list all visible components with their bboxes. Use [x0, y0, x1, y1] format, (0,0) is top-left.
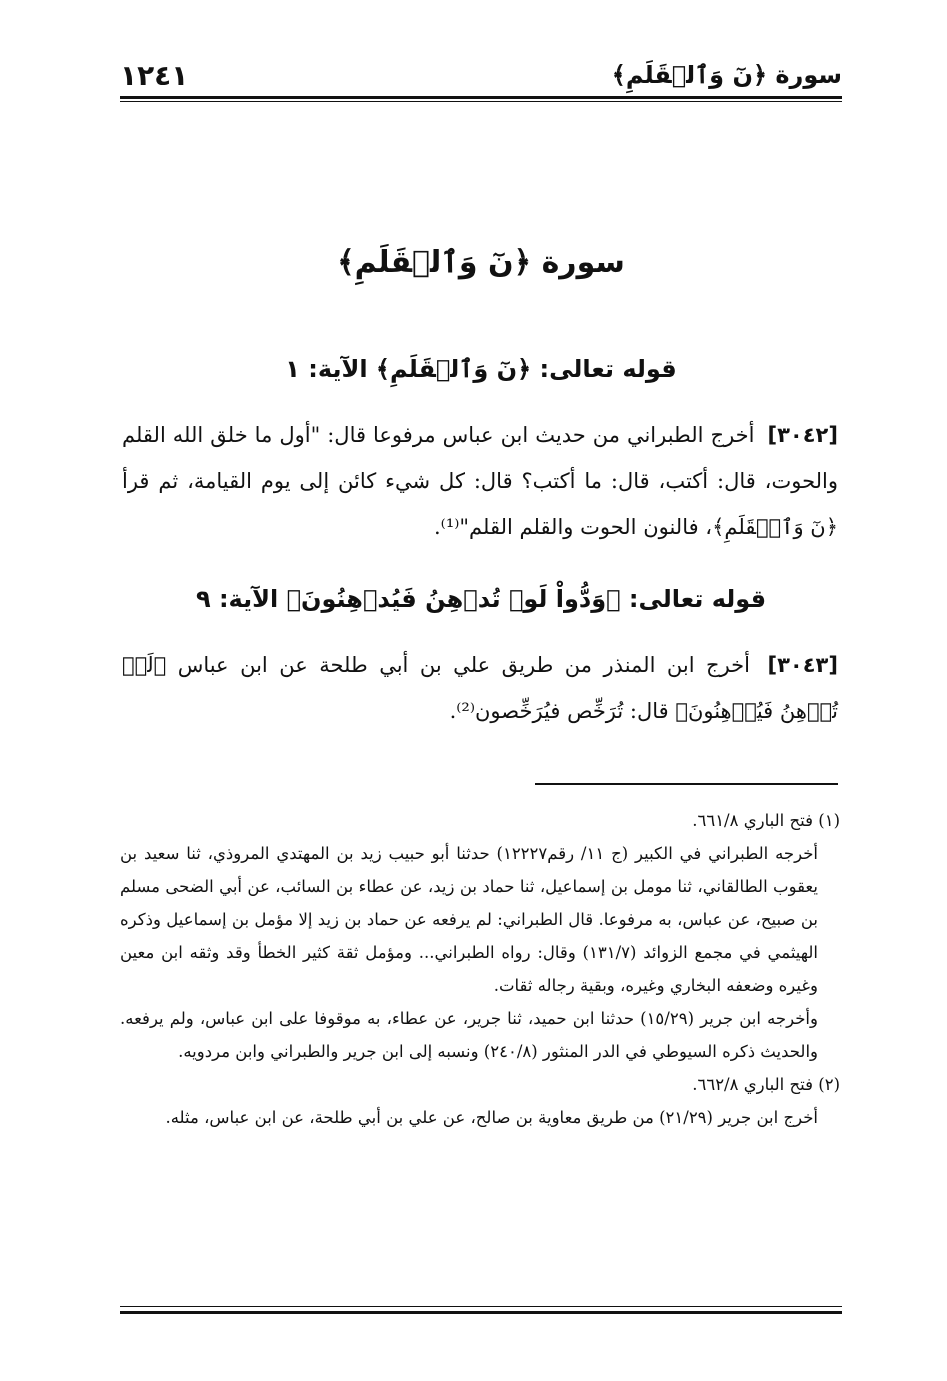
hadith-3043	[122, 642, 838, 734]
footnotes	[120, 804, 840, 1134]
footer-rule-thin	[120, 1306, 842, 1307]
footnote-label-2: (٢) فتح الباري ٦٦٢/٨.	[692, 1075, 840, 1094]
surah-title: سورة ﴿نٓ وَٱلۡقَلَمِ﴾	[337, 245, 625, 280]
hadith-number: [٣٠٤٢]	[767, 423, 838, 447]
footnote-label-1: (١) فتح الباري ٦٦١/٨.	[692, 811, 840, 830]
section-heading-1: قوله تعالى: ﴿نٓ وَٱلۡقَلَمِ﴾ الآية: ١	[285, 355, 677, 383]
page-number: ١٢٤١	[120, 58, 189, 92]
running-head	[120, 55, 842, 95]
header-rule-thin	[120, 101, 842, 102]
footnote-paragraph: أخرج ابن جرير (٢١/٢٩) من طريق معاوية بن صالح، عن علي بن أبي طلحة، عن ابن عباس، مثله.	[165, 1108, 818, 1127]
hadith-text: أخرج الطبراني من حديث ابن عباس مرفوعا قال: "أول ما خلق الله القلم والحوت، قال: أكتب، قال: ما أكتب؟ قال: كل شيء كائن إلى يوم القيامة، ثم قرأ ﴿نٓ وَٱلۡقَلَمِ﴾، فالنون الحوت والقلم القلم"⁽¹⁾.	[122, 423, 838, 539]
footnote-separator	[535, 783, 838, 785]
header-rule-thick	[120, 96, 842, 99]
hadith-3042	[122, 412, 838, 550]
footnote-paragraph: وأخرجه ابن جرير (١٥/٢٩) حدثنا ابن حميد، ثنا جرير، عن عطاء، به موقوفا على ابن عباس، ولم يرفعه. والحديث ذكره السيوطي في الدر المنثور (٢٤٠/٨) ونسبه إلى ابن جرير والطبراني وابن مردويه.	[120, 1009, 818, 1061]
section-heading-2: قوله تعالى: ﴿وَدُّواْ لَوۡ تُدۡهِنُ فَيُدۡهِنُونَ﴾ الآية: ٩	[195, 585, 767, 613]
running-title: سورة ﴿نٓ وَٱلۡقَلَمِ﴾	[611, 61, 842, 89]
hadith-text: أخرج ابن المنذر من طريق علي بن أبي طلحة عن ابن عباس ﴿لَوۡ تُدۡهِنُ فَيُدۡهِنُونَ﴾ قال: تُرَخِّص فيُرَخِّصون⁽²⁾.	[122, 653, 838, 723]
hadith-number: [٣٠٤٣]	[767, 653, 838, 677]
footnote-paragraph: أخرجه الطبراني في الكبير (ج ١١/ رقم١٢٢٢٧) حدثنا أبو حبيب زيد بن المهتدي المروذي، ثنا سعيد بن يعقوب الطالقاني، ثنا مومل بن إسماعيل، ثنا حماد بن زيد، عن عطاء بن السائب، عن أبي الضحى مسلم بن صبيح، عن عباس، به مرفوعا. قال الطبراني: لم يرفعه عن حماد بن زيد إلا مؤمل بن إسماعيل وذكره الهيثمي في مجمع الزوائد (١٣١/٧) وقال: رواه الطبراني... ومؤمل ثقة كثير الخطأ وقد وثقه ابن معين وغيره وضعفه البخاري وغيره، وبقية رجاله ثقات.	[120, 844, 818, 995]
footer-rule-thick	[120, 1311, 842, 1314]
